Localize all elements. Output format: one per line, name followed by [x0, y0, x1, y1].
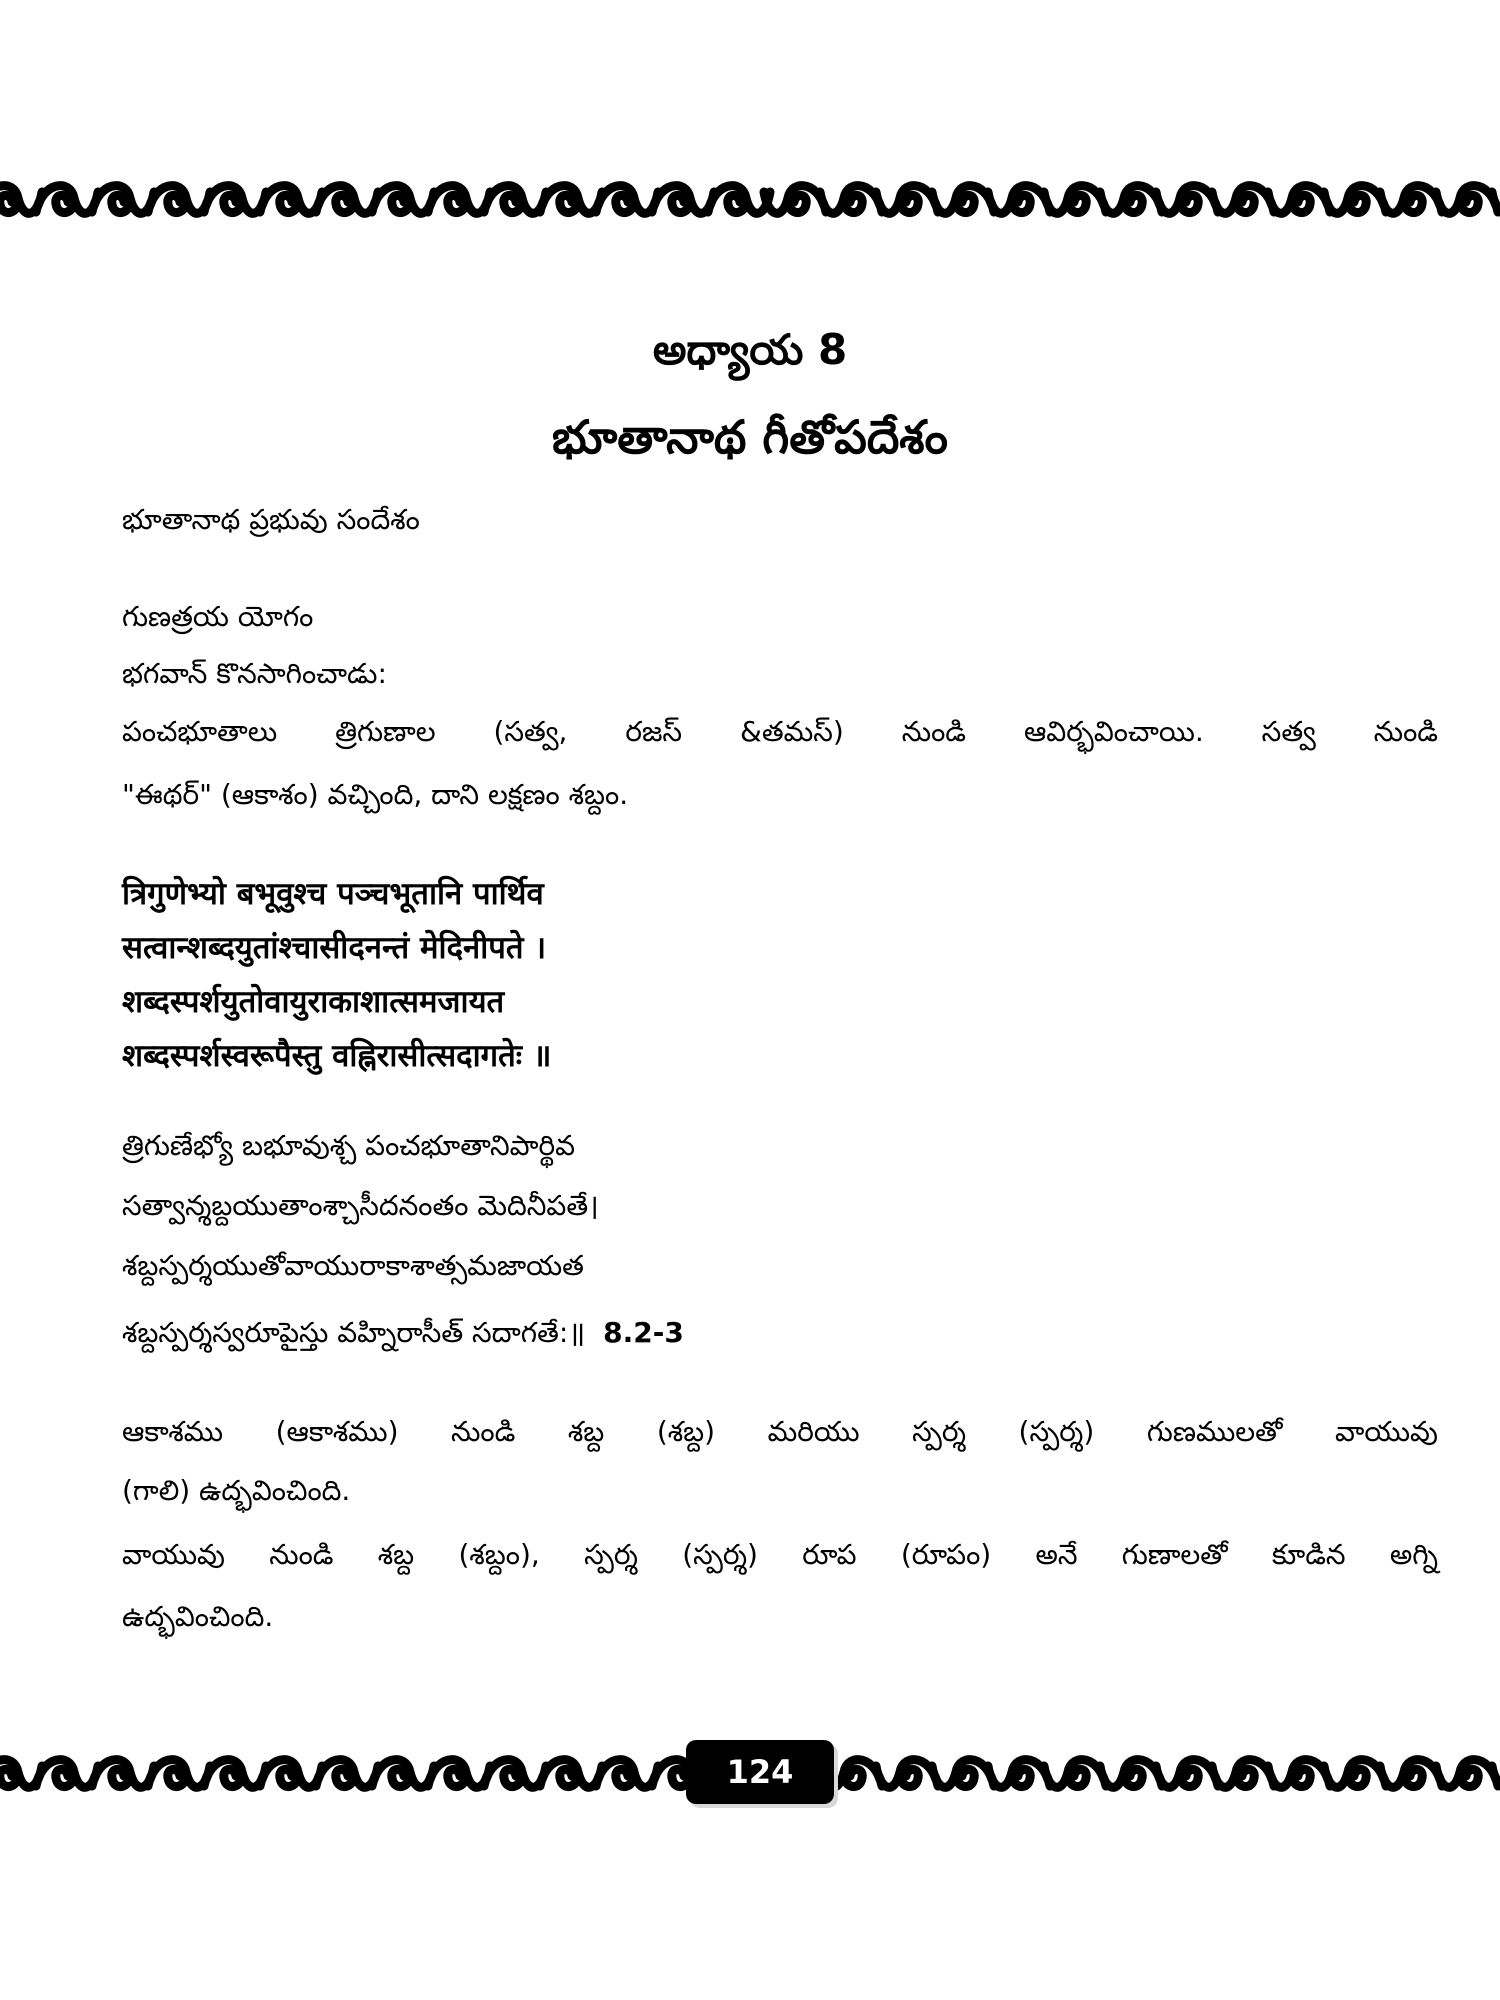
ornament-scroll	[1492, 1760, 1500, 1788]
telugu-verse-line: శబ్దస్పర్శయుతోవాయురాకాశాత్సమజాయత	[122, 1249, 584, 1282]
sanskrit-verse-line: शब्दस्पर्शयुतोवायुराकाशात्समजायत	[122, 984, 505, 1020]
sanskrit-verse-line: सत्वान्शब्दयुतांश्चासीदनन्तं मेदिनीपते ।	[122, 930, 547, 966]
telugu-verse-line: శబ్దస్పర్శస్వరూపైస్తు వహ్నిరాసీత్ సదాగతే:॥	[122, 1316, 586, 1349]
paragraph-1-line-1: పంచభూతాలు త్రిగుణాల (సత్వ, రజస్ &తమస్) నుండి ఆవిర్భవించాయి. సత్వ నుండి	[122, 715, 1438, 748]
intro-message: భూతానాథ ప్రభువు సందేశం	[122, 503, 420, 536]
sanskrit-verse-line: शब्दस्पर्शस्वरूपैस्तु वह्निरासीत्सदागतेः ॥	[122, 1038, 552, 1074]
telugu-verse-line-with-ref	[122, 1313, 1438, 1353]
ornament-scroll	[1492, 186, 1500, 214]
telugu-verse-line: త్రిగుణేభ్యో బభూవుశ్చ పంచభూతానిపార్థివ	[122, 1129, 576, 1162]
sanskrit-verse-line: त्रिगुणेभ्यो बभूवुश्च पञ्चभूतानि पार्थिव	[122, 876, 544, 912]
section-heading: గుణత్రయ యోగం	[122, 600, 314, 633]
top-decorative-border	[0, 168, 1500, 232]
page-number-badge: 124	[686, 1740, 834, 1804]
verse-reference: 8.2-3	[603, 1316, 684, 1349]
paragraph-3-line-2: ఉద్భవించింది.	[122, 1600, 274, 1633]
telugu-verse-line: సత్వాన్శబ్దయుతాంశ్చాసీదనంతం మెదినీపతే।	[122, 1189, 599, 1222]
chapter-number: అధ్యాయ 8	[652, 325, 848, 374]
speaker-line: భగవాన్ కొనసాగించాడు:	[122, 657, 387, 690]
paragraph-2-line-2: (గాలి) ఉద్భవించింది.	[122, 1474, 351, 1507]
paragraph-1-line-2: "ఈథర్" (ఆకాశం) వచ్చింది, దాని లక్షణం శబ్దం.	[122, 778, 629, 811]
paragraph-3-line-1: వాయువు నుండి శబ్ద (శబ్దం), స్పర్శ (స్పర్శ) రూప (రూపం) అనే గుణాలతో కూడిన అగ్ని	[122, 1538, 1438, 1571]
chapter-title: భూతానాథ గీతోపదేశం	[552, 410, 948, 464]
paragraph-2-line-1: ఆకాశము (ఆకాశము) నుండి శబ్ద (శబ్ద) మరియు స్పర్శ (స్పర్శ) గుణములతో వాయువు	[122, 1415, 1438, 1448]
